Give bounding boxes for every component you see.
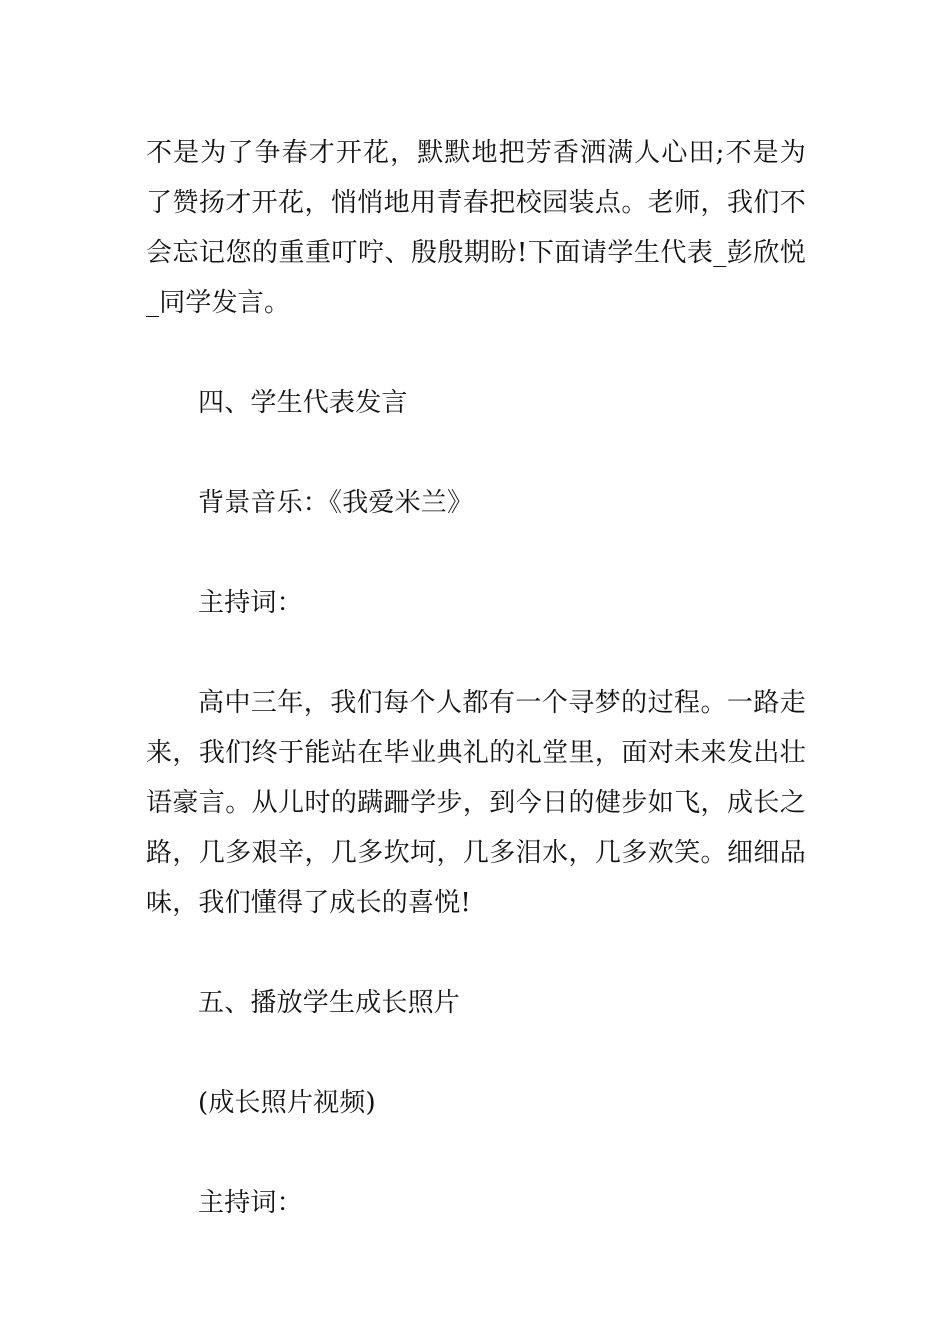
paragraph-host-script: 高中三年，我们每个人都有一个寻梦的过程。一路走来，我们终于能站在毕业典礼的礼堂里，面对未来发出壮语豪言。从儿时的蹒跚学步，到今日的健步如飞，成长之路，几多艰辛，几多坎坷，几多泪水，几多欢笑。细细品味，我们懂得了成长的喜悦! [146, 688, 806, 918]
photo-video-note: (成长照片视频) [198, 1088, 376, 1118]
host-script-label-2: 主持词： [198, 1188, 303, 1218]
host-script-label: 主持词： [198, 588, 303, 618]
background-music-line: 背景音乐：《我爱米兰》 [198, 488, 474, 518]
section-heading-growth-photos: 五、播放学生成长照片 [198, 988, 461, 1018]
section-heading-student-speech: 四、学生代表发言 [198, 388, 408, 418]
document-body [146, 128, 806, 1228]
paragraph-continuation: 不是为了争春才开花，默默地把芳香洒满人心田;不是为了赞扬才开花，悄悄地用青春把校园装点。老师，我们不会忘记您的重重叮咛、殷殷期盼!下面请学生代表_彭欣悦_同学发言。 [146, 138, 806, 318]
